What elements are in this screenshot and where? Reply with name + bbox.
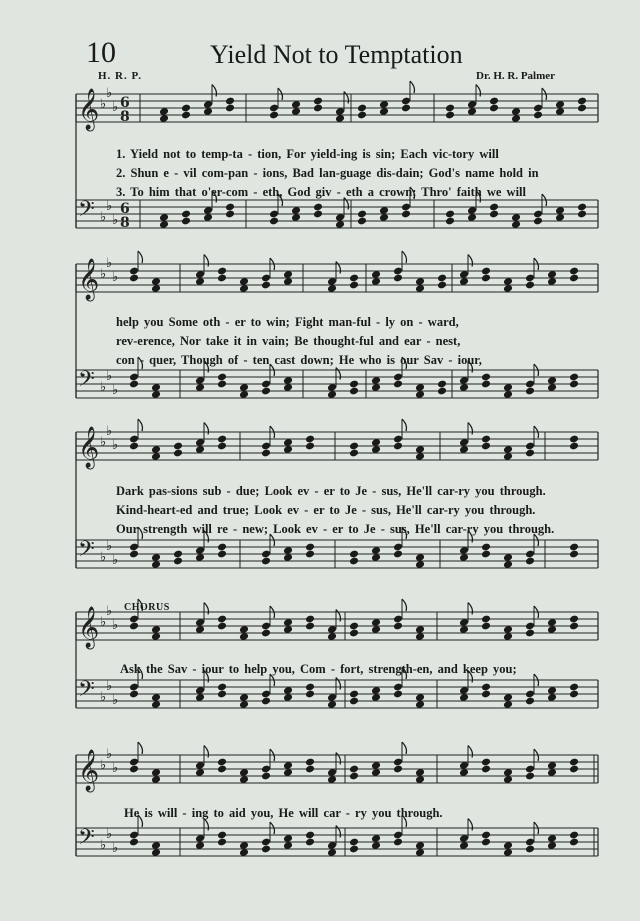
note-flag (344, 92, 349, 104)
flat-icon: ♭ (100, 550, 107, 565)
flat-icon: ♭ (106, 679, 113, 694)
note-head (225, 203, 235, 212)
bass-clef-icon: 𝄢 (78, 537, 95, 567)
note-head (481, 765, 491, 774)
note-flag (476, 85, 481, 97)
note-head (173, 442, 183, 451)
note-head (577, 104, 587, 113)
note-flag (336, 262, 341, 274)
lyric-line: 3. To him that o'er-com - eth, God giv - eth a crown; Thro' faith we will (116, 185, 526, 199)
note-head (349, 772, 359, 781)
flat-icon: ♭ (100, 838, 107, 853)
note-head (129, 765, 139, 774)
note-head (481, 550, 491, 559)
note-head (481, 622, 491, 631)
note-head (357, 217, 367, 226)
note-head (305, 758, 315, 767)
note-head (217, 615, 227, 624)
flat-icon: ♭ (112, 100, 119, 115)
note-head (173, 449, 183, 458)
note-head (305, 615, 315, 624)
time-signature: 8 (120, 109, 130, 125)
note-head (569, 442, 579, 451)
note-flag (138, 742, 143, 754)
note-head (569, 380, 579, 389)
note-head (569, 373, 579, 382)
note-flag (204, 423, 209, 435)
note-head (569, 550, 579, 559)
note-head (481, 683, 491, 692)
note-head (445, 217, 455, 226)
note-head (445, 111, 455, 120)
flat-icon: ♭ (100, 97, 107, 112)
note-head (305, 435, 315, 444)
note-head (437, 274, 447, 283)
flat-icon: ♭ (106, 827, 113, 842)
time-signature: 8 (120, 215, 130, 231)
note-head (481, 831, 491, 840)
note-head (349, 765, 359, 774)
note-head (217, 683, 227, 692)
note-head (313, 104, 323, 113)
note-head (305, 550, 315, 559)
note-head (217, 690, 227, 699)
note-head (217, 435, 227, 444)
note-head (349, 690, 359, 699)
note-head (261, 772, 271, 781)
note-head (393, 550, 403, 559)
note-head (261, 449, 271, 458)
flat-icon: ♭ (112, 618, 119, 633)
note-head (393, 622, 403, 631)
note-head (525, 629, 535, 638)
note-head (305, 442, 315, 451)
note-flag (468, 603, 473, 615)
flat-icon: ♭ (112, 761, 119, 776)
lyric-line: He is will - ing to aid you, He will car - ry you through. (124, 806, 443, 820)
note-head (577, 210, 587, 219)
note-head (129, 550, 139, 559)
note-head (569, 683, 579, 692)
note-head (401, 210, 411, 219)
note-head (349, 845, 359, 854)
flat-icon: ♭ (112, 438, 119, 453)
flat-icon: ♭ (112, 693, 119, 708)
note-flag (402, 599, 407, 611)
note-flag (468, 255, 473, 267)
note-head (525, 697, 535, 706)
bass-clef-icon: 𝄢 (78, 197, 95, 227)
note-head (437, 380, 447, 389)
note-head (305, 690, 315, 699)
hymn-title: Yield Not to Temptation (210, 40, 463, 69)
note-head (225, 97, 235, 106)
note-head (393, 274, 403, 283)
lyric-line: con - quer, Though of - ten cast down; He who is our Sav - iour, (116, 353, 482, 367)
note-head (129, 622, 139, 631)
note-head (481, 442, 491, 451)
note-head (129, 380, 139, 389)
note-head (393, 765, 403, 774)
note-head (489, 210, 499, 219)
note-head (305, 831, 315, 840)
note-head (269, 217, 279, 226)
note-flag (212, 85, 217, 97)
note-head (393, 380, 403, 389)
note-head (569, 831, 579, 840)
note-head (261, 281, 271, 290)
time-signature: 6 (120, 95, 130, 111)
note-head (349, 449, 359, 458)
flat-icon: ♭ (106, 747, 113, 762)
note-head (349, 274, 359, 283)
note-flag (468, 423, 473, 435)
note-head (305, 622, 315, 631)
note-head (305, 543, 315, 552)
note-head (217, 622, 227, 631)
note-flag (336, 826, 341, 838)
note-head (349, 557, 359, 566)
note-head (217, 543, 227, 552)
note-flag (468, 746, 473, 758)
note-head (481, 267, 491, 276)
note-flag (402, 419, 407, 431)
note-head (305, 765, 315, 774)
words-credit: H. R. P. (98, 70, 142, 82)
note-flag (336, 610, 341, 622)
note-head (181, 210, 191, 219)
note-head (481, 274, 491, 283)
note-head (217, 380, 227, 389)
note-head (305, 683, 315, 692)
note-flag (402, 742, 407, 754)
lyric-line: rev-erence, Nor take it in vain; Be thought-ful and ear - nest, (116, 334, 461, 348)
note-head (569, 622, 579, 631)
note-head (349, 387, 359, 396)
note-flag (336, 678, 341, 690)
note-head (569, 435, 579, 444)
note-head (349, 380, 359, 389)
note-flag (138, 599, 143, 611)
note-head (437, 281, 447, 290)
flat-icon: ♭ (112, 383, 119, 398)
hymn-number: 10 (86, 36, 116, 69)
note-head (569, 267, 579, 276)
note-head (313, 210, 323, 219)
flat-icon: ♭ (106, 86, 113, 101)
treble-clef-icon: 𝄞 (78, 89, 100, 130)
lyric-line: Ask the Sav - iour to help you, Com - fort, strength-en, and keep you; (120, 662, 517, 676)
lyric-line: Dark pas-sions sub - due; Look ev - er to Je - sus, He'll car-ry you through. (116, 484, 546, 498)
note-head (481, 373, 491, 382)
note-head (313, 97, 323, 106)
note-head (437, 387, 447, 396)
note-head (129, 690, 139, 699)
note-head (349, 442, 359, 451)
note-head (577, 97, 587, 106)
note-head (393, 690, 403, 699)
note-flag (336, 368, 341, 380)
flat-icon: ♭ (100, 615, 107, 630)
flat-icon: ♭ (100, 380, 107, 395)
flat-icon: ♭ (100, 690, 107, 705)
note-head (217, 442, 227, 451)
note-flag (204, 603, 209, 615)
treble-clef-icon: 𝄞 (78, 750, 100, 791)
note-head (525, 387, 535, 396)
flat-icon: ♭ (100, 267, 107, 282)
note-head (129, 442, 139, 451)
flat-icon: ♭ (100, 758, 107, 773)
note-head (173, 550, 183, 559)
note-head (129, 274, 139, 283)
treble-clef-icon: 𝄞 (78, 427, 100, 468)
note-head (489, 203, 499, 212)
flat-icon: ♭ (106, 199, 113, 214)
note-flag (468, 819, 473, 831)
bass-clef-icon: 𝄢 (78, 367, 95, 397)
note-head (533, 217, 543, 226)
note-head (349, 281, 359, 290)
note-head (357, 104, 367, 113)
flat-icon: ♭ (112, 213, 119, 228)
note-head (481, 758, 491, 767)
note-head (217, 274, 227, 283)
note-head (393, 838, 403, 847)
note-head (393, 442, 403, 451)
note-head (261, 697, 271, 706)
note-head (533, 111, 543, 120)
note-head (261, 629, 271, 638)
note-head (349, 838, 359, 847)
note-head (305, 838, 315, 847)
note-head (217, 758, 227, 767)
chorus-label: CHORUS (124, 602, 170, 613)
note-head (349, 550, 359, 559)
note-head (129, 838, 139, 847)
note-head (181, 104, 191, 113)
note-head (481, 543, 491, 552)
note-head (349, 629, 359, 638)
note-head (401, 104, 411, 113)
note-head (357, 111, 367, 120)
note-head (217, 550, 227, 559)
note-head (569, 838, 579, 847)
note-head (525, 845, 535, 854)
note-head (217, 838, 227, 847)
note-head (569, 758, 579, 767)
flat-icon: ♭ (100, 435, 107, 450)
note-flag (204, 746, 209, 758)
note-flag (138, 419, 143, 431)
note-head (481, 838, 491, 847)
note-head (445, 104, 455, 113)
note-head (569, 690, 579, 699)
treble-clef-icon: 𝄞 (78, 259, 100, 300)
note-head (349, 622, 359, 631)
flat-icon: ♭ (106, 604, 113, 619)
note-head (481, 615, 491, 624)
time-signature: 6 (120, 201, 130, 217)
bass-clef-icon: 𝄢 (78, 825, 95, 855)
note-head (525, 772, 535, 781)
note-head (569, 765, 579, 774)
flat-icon: ♭ (106, 424, 113, 439)
note-head (569, 274, 579, 283)
note-flag (402, 251, 407, 263)
note-head (481, 380, 491, 389)
flat-icon: ♭ (106, 369, 113, 384)
note-head (217, 765, 227, 774)
note-flag (204, 255, 209, 267)
note-head (569, 615, 579, 624)
lyric-line: 1. Yield not to temp-ta - tion, For yield-ing is sin; Each vic-tory will (116, 147, 499, 161)
note-head (217, 831, 227, 840)
note-head (525, 557, 535, 566)
note-head (525, 281, 535, 290)
note-head (489, 104, 499, 113)
note-head (481, 690, 491, 699)
note-head (481, 435, 491, 444)
note-head (445, 210, 455, 219)
flat-icon: ♭ (106, 539, 113, 554)
note-head (313, 203, 323, 212)
lyric-line: help you Some oth - er to win; Fight man-ful - ly on - ward, (116, 315, 459, 329)
flat-icon: ♭ (112, 270, 119, 285)
note-head (225, 104, 235, 113)
note-head (357, 210, 367, 219)
note-head (181, 217, 191, 226)
note-flag (336, 753, 341, 765)
flat-icon: ♭ (112, 841, 119, 856)
note-head (269, 111, 279, 120)
treble-clef-icon: 𝄞 (78, 607, 100, 648)
note-head (225, 210, 235, 219)
flat-icon: ♭ (112, 553, 119, 568)
lyric-line: Kind-heart-ed and true; Look ev - er to Je - sus, He'll car-ry you through. (116, 503, 536, 517)
note-head (261, 387, 271, 396)
note-head (577, 203, 587, 212)
note-flag (138, 251, 143, 263)
note-head (217, 373, 227, 382)
note-head (489, 97, 499, 106)
note-head (569, 543, 579, 552)
note-head (181, 111, 191, 120)
note-head (173, 557, 183, 566)
note-head (261, 845, 271, 854)
lyric-line: 2. Shun e - vil com-pan - ions, Bad lan-guage dis-dain; God's name hold in (116, 166, 539, 180)
note-head (525, 449, 535, 458)
flat-icon: ♭ (106, 256, 113, 271)
music-credit: Dr. H. R. Palmer (476, 70, 556, 82)
note-head (349, 697, 359, 706)
flat-icon: ♭ (100, 210, 107, 225)
note-flag (410, 81, 415, 93)
lyric-line: Our strength will re - new; Look ev - er to Je - sus, He'll car-ry you through. (116, 522, 555, 536)
note-head (217, 267, 227, 276)
bass-clef-icon: 𝄢 (78, 677, 95, 707)
note-head (261, 557, 271, 566)
